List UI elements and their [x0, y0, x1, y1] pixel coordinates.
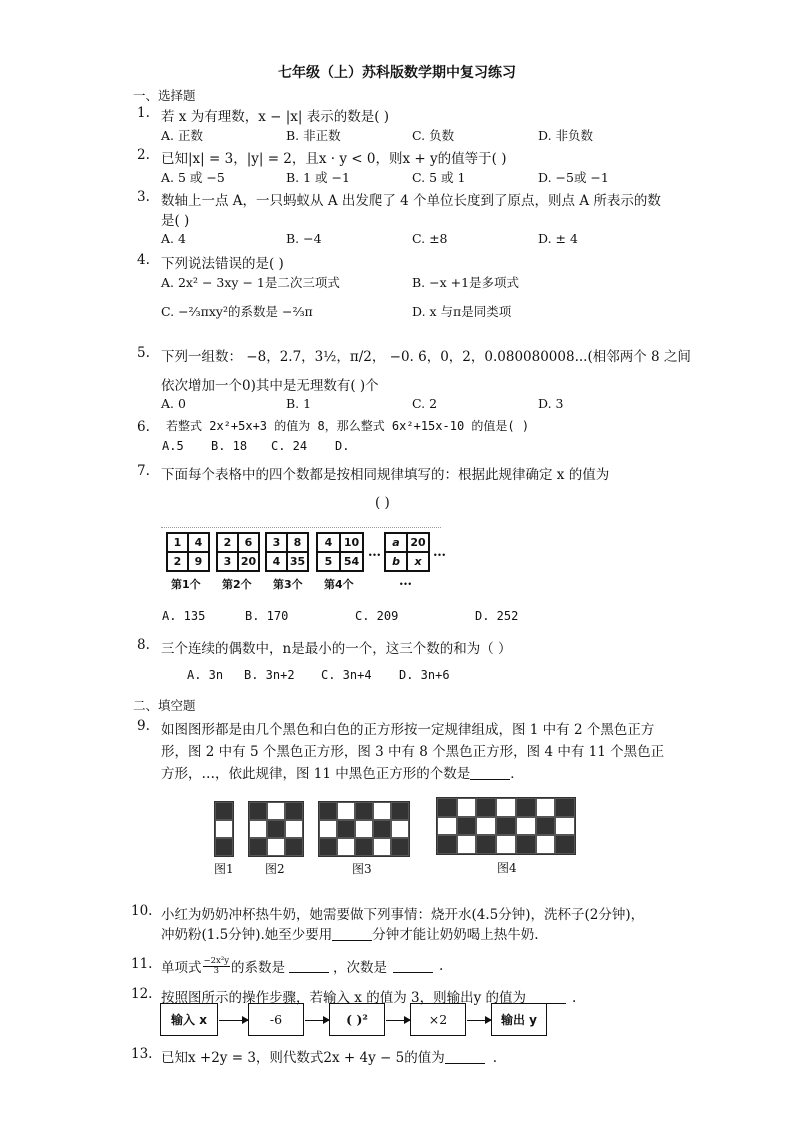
option: C. 24 — [271, 439, 308, 453]
figure-caption: 图3 — [352, 862, 372, 876]
arrow-right-icon — [219, 1020, 248, 1021]
arrow-right-icon — [305, 1020, 329, 1021]
question-text — [161, 762, 524, 782]
question-number: 10. — [131, 903, 153, 919]
option: A. 2x² − 3xy − 1是二次三项式 — [161, 275, 340, 290]
question-text: 三个连续的偶数中，n是最小的一个，这三个数的和为（ ） — [161, 641, 512, 657]
question-text: 小红为奶奶冲杯热牛奶，她需要做下列事情：烧开水(4.5分钟)，洗杯子(2分钟)， — [161, 907, 645, 923]
option: C. 2 — [412, 396, 438, 411]
question-text — [161, 923, 539, 943]
option: A. 4 — [161, 231, 186, 246]
table-caption: 第3个 — [273, 578, 303, 591]
table-cell: 20 — [238, 552, 259, 571]
table-cell: 3 — [217, 552, 238, 571]
option: D. x 与π是同类项 — [412, 304, 512, 319]
pattern-figure-1 — [214, 801, 234, 857]
question-punct: ． — [510, 766, 524, 782]
fraction-denominator: 3 — [213, 965, 219, 976]
option: C. 负数 — [412, 128, 455, 143]
question-punct: . — [572, 990, 577, 1006]
number-table — [316, 532, 364, 572]
table-cell: 54 — [340, 552, 363, 571]
option: B. −4 — [286, 231, 322, 246]
ellipsis: … — [368, 545, 381, 560]
figure-caption: 图4 — [497, 861, 517, 875]
arrow-right-icon — [467, 1020, 491, 1021]
option: C. 3n+4 — [321, 668, 372, 682]
question-number: 2. — [137, 147, 150, 163]
table-caption: 第1个 — [171, 578, 201, 591]
table-cell: 20 — [407, 533, 429, 552]
question-text-part: 方形，…，依此规律，图 11 中黑色正方形的个数是 — [161, 766, 471, 782]
question-number: 11. — [131, 956, 153, 972]
question-text — [161, 1046, 497, 1066]
answer-paren: ( ) — [375, 495, 390, 511]
number-table — [384, 532, 430, 572]
answer-blank[interactable] — [393, 960, 433, 973]
question-number: 13. — [131, 1046, 153, 1062]
question-number: 4. — [137, 252, 150, 268]
option: A. 0 — [161, 396, 186, 411]
flow-input-box: 输入 x — [160, 1003, 218, 1036]
option: B. 170 — [245, 609, 289, 623]
question-number: 9. — [137, 718, 150, 734]
table-cell: 4 — [317, 533, 340, 552]
question-text-part: ，次数是 — [333, 960, 388, 976]
option: B. 1 — [286, 396, 312, 411]
question-text: 下列一组数： −8，2.7，3½，π/2， −0. 6̇，0，2，0.080080008...(相邻两个 8 之间 — [161, 349, 691, 365]
table-cell: 1 — [167, 533, 188, 552]
flow-step-box: ( )² — [329, 1003, 385, 1036]
table-cell: x — [407, 552, 429, 571]
option: B. 1 或 −1 — [286, 170, 350, 185]
section-heading-fill: 二、填空题 — [133, 698, 196, 713]
option: A. 135 — [162, 609, 206, 623]
option: A. 5 或 −5 — [161, 170, 225, 185]
question-punct: . — [439, 958, 444, 974]
question-text: 是( ) — [161, 213, 190, 229]
table-cell: 2 — [167, 552, 188, 571]
table-cell: 3 — [266, 533, 287, 552]
table-cell: 6 — [238, 533, 259, 552]
question-number: 5. — [137, 345, 150, 361]
ellipsis: … — [433, 545, 446, 560]
answer-blank[interactable] — [332, 928, 372, 941]
option: B. −x +1是多项式 — [412, 275, 520, 290]
table-cell: 4 — [266, 552, 287, 571]
question-number: 7. — [137, 463, 150, 479]
question-text-part: 的系数是 — [231, 960, 286, 976]
option: B. 18 — [211, 439, 248, 453]
answer-blank[interactable] — [470, 767, 510, 780]
figure-caption: 图1 — [214, 862, 234, 876]
section-heading-choice: 一、选择题 — [133, 88, 196, 103]
table-cell: 5 — [317, 552, 340, 571]
question-text-part: 分钟才能让奶奶喝上热牛奶. — [372, 927, 539, 943]
table-cell: 4 — [188, 533, 209, 552]
pattern-figure-4 — [436, 797, 576, 855]
question-text: 若整式 2x²+5x+3 的值为 8，那么整式 6x²+15x-10 的值是( ) — [166, 419, 530, 433]
option: B. 3n+2 — [244, 668, 295, 682]
number-table — [166, 532, 210, 572]
question-number: 12. — [131, 986, 153, 1002]
table-caption: 第2个 — [222, 578, 252, 591]
number-table — [216, 532, 260, 572]
question-punct: . — [492, 1050, 498, 1066]
figure-caption: 图2 — [265, 862, 285, 876]
question-text: 若 x 为有理数，x − |x| 表示的数是( ) — [161, 109, 390, 125]
table-cell: a — [385, 533, 407, 552]
table-cell: 9 — [188, 552, 209, 571]
option: C. ±8 — [412, 231, 448, 246]
divider — [161, 527, 441, 528]
question-text: 数轴上一点 A，一只蚂蚁从 A 出发爬了 4 个单位长度到了原点，则点 A 所表示的数 — [161, 193, 661, 209]
option: D. 252 — [475, 609, 519, 623]
table-cell: 10 — [340, 533, 363, 552]
fraction — [203, 957, 231, 976]
table-cell: b — [385, 552, 407, 571]
flow-step-box: -6 — [248, 1003, 304, 1036]
table-caption: 第4个 — [324, 578, 354, 591]
page-title: 七年级（上）苏科版数学期中复习练习 — [278, 65, 516, 81]
table-cell: 8 — [287, 533, 308, 552]
flow-output-box: 输出 y — [491, 1003, 547, 1036]
number-table — [265, 532, 309, 572]
table-cell: 2 — [217, 533, 238, 552]
option: D. 非负数 — [538, 128, 594, 143]
option: D. −5或 −1 — [538, 170, 609, 185]
question-text-part: 按照图所示的操作步骤，若输入 x 的值为 3，则输出y 的值为 — [161, 990, 526, 1006]
answer-blank[interactable] — [445, 1051, 485, 1064]
table-cell: 35 — [287, 552, 308, 571]
question-text: 依次增加一个0)其中是无理数有( )个 — [161, 378, 379, 394]
fraction-numerator: −2x²y — [203, 955, 230, 966]
question-number: 8. — [137, 637, 150, 653]
question-text: 已知|x| = 3，|y| = 2，且x · y < 0，则x + y的值等于( ) — [161, 151, 507, 167]
option: B. 非正数 — [286, 128, 341, 143]
flow-step-box: ×2 — [410, 1003, 466, 1036]
option: A.5 — [162, 439, 184, 453]
question-number: 1. — [137, 105, 150, 121]
pattern-figure-3 — [318, 801, 410, 857]
question-text-part: 单项式 — [161, 960, 202, 976]
option: D. — [335, 439, 350, 453]
option: D. 3 — [538, 396, 564, 411]
question-text-part: 冲奶粉(1.5分钟).她至少要用 — [161, 927, 333, 943]
answer-blank[interactable] — [289, 960, 329, 973]
question-text: 下面每个表格中的四个数都是按相同规律填写的：根据此规律确定 x 的值为 — [161, 467, 610, 483]
question-number: 3. — [137, 189, 150, 205]
option: D. 3n+6 — [399, 668, 450, 682]
option: A. 3n — [187, 668, 224, 682]
option: C. −⅔πxy²的系数是 −⅔π — [161, 304, 313, 319]
ellipsis: … — [399, 574, 412, 589]
arrow-right-icon — [386, 1020, 410, 1021]
question-number: 6. — [137, 419, 150, 435]
option: D. ± 4 — [538, 231, 578, 246]
question-text — [161, 956, 443, 976]
question-text-part: 已知x +2y = 3，则代数式2x + 4y − 5的值为 — [161, 1050, 445, 1066]
option: C. 5 或 1 — [412, 170, 466, 185]
option: A. 正数 — [161, 128, 203, 143]
question-text: 下列说法错误的是( ) — [161, 256, 284, 272]
question-text: 如图图形都是由几个黑色和白色的正方形按一定规律组成，图 1 中有 2 个黑色正方 — [161, 722, 655, 738]
question-text: 形，图 2 中有 5 个黑色正方形，图 3 中有 8 个黑色正方形，图 4 中有 11 个黑色正 — [161, 744, 665, 760]
pattern-figure-2 — [248, 801, 304, 857]
option: C. 209 — [355, 609, 399, 623]
